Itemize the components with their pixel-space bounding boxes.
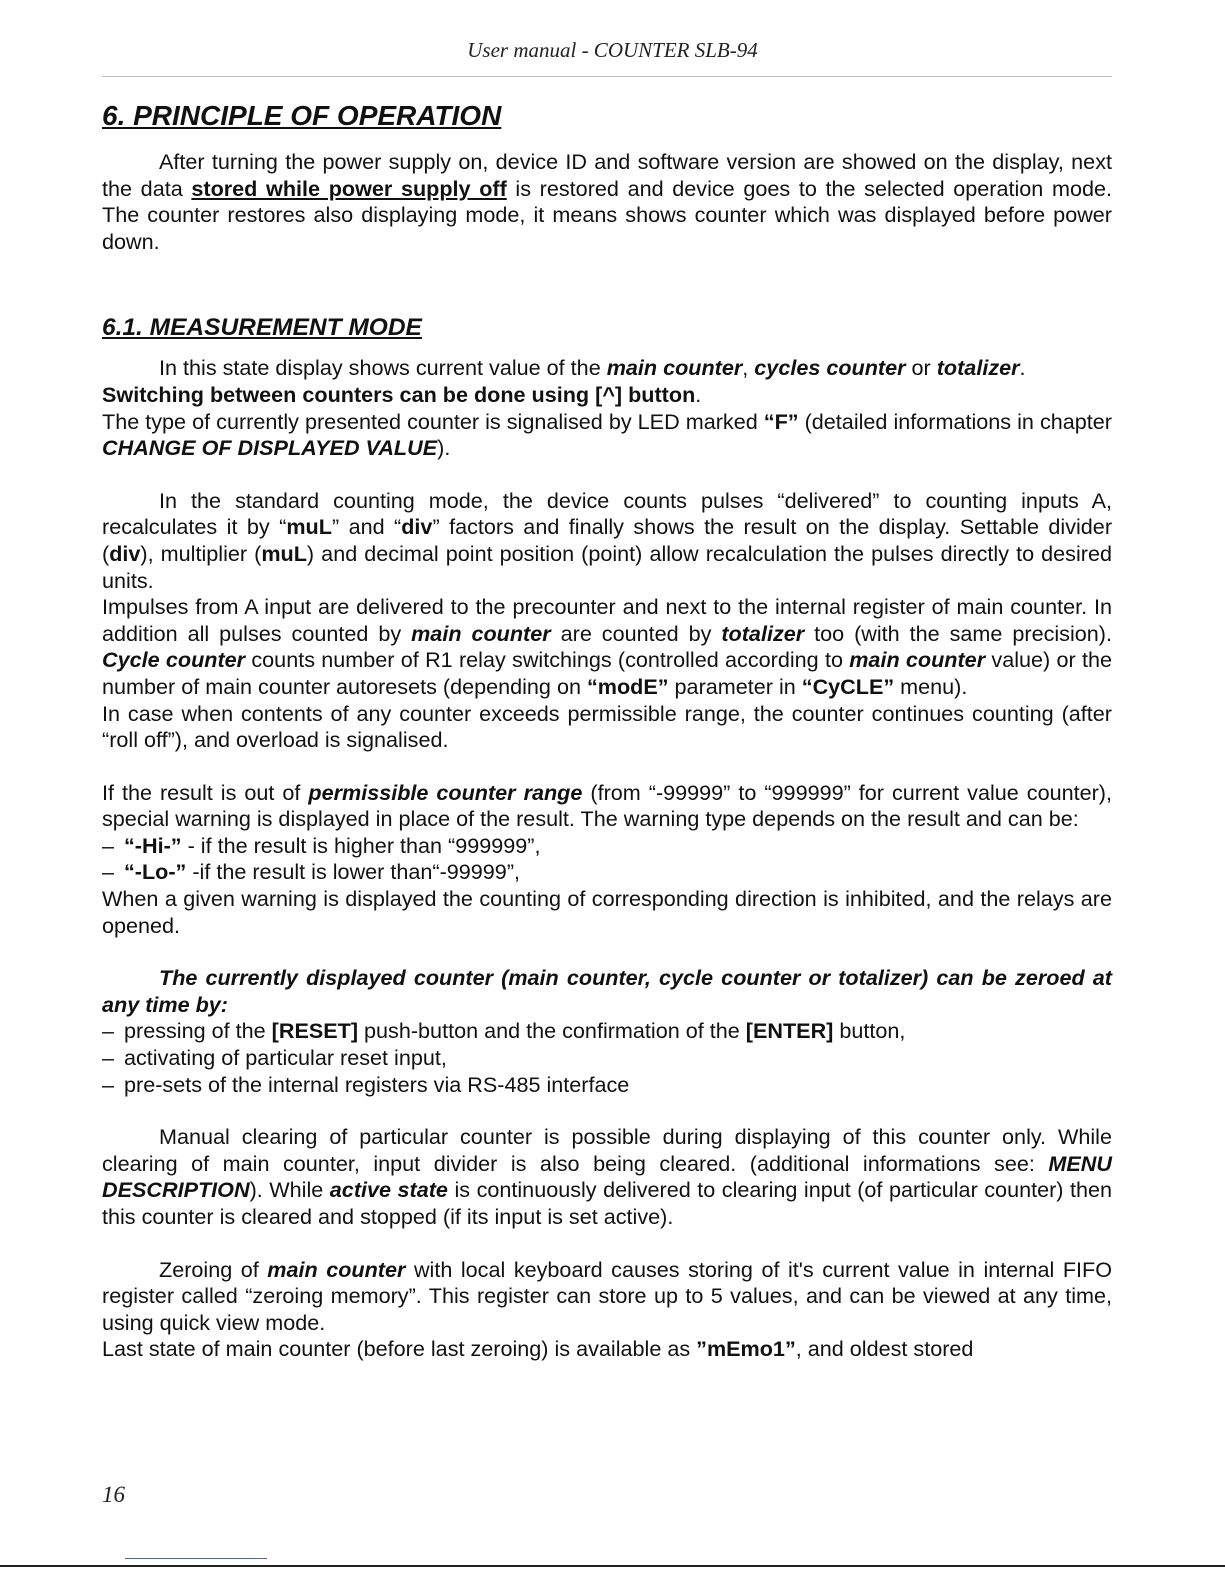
term-totalizer: totalizer [936, 355, 1020, 381]
text-run: , and oldest stored [795, 1336, 974, 1362]
text-run: In the standard counting mode, the device counts pulses “delivered” to counting inputs A, recalculates it by “ [102, 487, 1112, 540]
text-run: with local keyboard causes storing of it's current value in internal FIFO register called “zeroing memory”. This register can store up to 5 values, and can be viewed at any time, using quick view mode. [102, 1256, 1112, 1335]
led-label-f: “F” [763, 408, 799, 434]
term-main-counter: main counter [267, 1256, 406, 1282]
text-run: In this state display shows current value of the [159, 355, 607, 381]
spacer [102, 255, 1112, 311]
text-run: . [695, 381, 702, 407]
text-run: , [742, 355, 755, 381]
text-run: menu). [894, 673, 968, 699]
paragraph-display-state [102, 355, 1112, 382]
text-run: If the result is out of [102, 779, 309, 805]
text-run: Last state of main counter (before last zeroing) is available as [102, 1336, 697, 1362]
param-div: div [401, 514, 433, 540]
text-run: Zeroing of [159, 1256, 268, 1282]
term-main-counter: main counter [411, 620, 551, 646]
paragraph-last-state [102, 1336, 1112, 1363]
paragraph-standard-mode [102, 488, 1112, 594]
param-mode: “modE” [586, 673, 669, 699]
param-mul: muL [261, 540, 307, 566]
paragraph-led-signal [102, 409, 1112, 462]
list-item-reset-input [102, 1045, 1112, 1072]
term-active-state: active state [329, 1177, 448, 1203]
text-run: button, [833, 1018, 906, 1044]
text-run: After turning the power supply on, device ID and software version are showed on the display, next the data [102, 149, 1112, 201]
text-run: ). While [249, 1177, 330, 1203]
text-run: (detailed informations in chapter [798, 408, 1112, 434]
param-div: div [109, 540, 141, 566]
text-run: counts number of R1 relay switchings (controlled according to [245, 647, 850, 673]
footer-rule [0, 1565, 1225, 1567]
text-run: pre-sets of the internal registers via RS-485 interface [124, 1071, 630, 1097]
list-item-reset-button [102, 1018, 1112, 1045]
paragraph-switching [102, 382, 1112, 409]
paragraph-impulses [102, 594, 1112, 700]
list-item-rs485 [102, 1072, 1112, 1099]
text-run: push-button and the confirmation of the [358, 1018, 746, 1044]
term-cycle-counter: Cycle counter [102, 647, 246, 673]
text-run: Manual clearing of particular counter is possible during displaying of this counter only. While clearing of main counter, input divider is also being cleared. (additional informations see: [102, 1124, 1112, 1176]
text-run: -if the result is lower than“-99999”, [186, 859, 521, 885]
text-run: . [1019, 355, 1026, 381]
dash-marker: – [102, 859, 115, 885]
warning-lo: “-Lo-” [124, 859, 187, 885]
emphasis-stored-power-off: stored while power supply off [191, 175, 507, 201]
chapter-reference: MENU DESCRIPTION [102, 1150, 1112, 1203]
term-totalizer: totalizer [721, 620, 805, 646]
paragraph-manual-clearing [102, 1124, 1112, 1230]
term-cycles-counter: cycles counter [754, 355, 906, 381]
term-main-counter: main counter [849, 647, 986, 673]
text-run: ). [437, 435, 451, 461]
chapter-reference: CHANGE OF DISPLAYED VALUE [102, 435, 438, 461]
spacer [102, 1098, 1112, 1124]
text-run: is continuously delivered to clearing input (of particular counter) then this counter is cleared and stopped (if its input is set active). [102, 1177, 1113, 1229]
term-main-counter: main counter [606, 355, 743, 381]
paragraph-zeroing-intro: The currently displayed counter (main counter, cycle counter or totalizer) can be zeroed at any time by: [102, 965, 1112, 1017]
spacer [102, 462, 1112, 488]
spacer [102, 1231, 1112, 1257]
dash-marker: – [102, 1018, 115, 1044]
text-run: Impulses from A input are delivered to the precounter and next to the internal register of main counter. In addition all pulses counted by [102, 594, 1112, 646]
dash-marker: – [102, 832, 115, 858]
text-run: too (with the same precision). [804, 620, 1112, 646]
running-header: User manual - COUNTER SLB-94 [467, 38, 758, 62]
dash-marker: – [102, 1071, 115, 1097]
warning-hi: “-Hi-” [124, 832, 182, 858]
text-run: value) or the number of main counter autoresets (depending on [102, 647, 1112, 699]
text-run: - if the result is higher than “999999”, [181, 832, 541, 858]
key-enter: [ENTER] [745, 1018, 834, 1044]
section-title: 6. PRINCIPLE OF OPERATION [102, 100, 502, 131]
page-content [102, 96, 1112, 1363]
spacer [102, 754, 1112, 780]
text-run: ), multiplier ( [140, 540, 262, 566]
text-run: ) and decimal point position (point) allow recalculation the pulses directly to desired units. [102, 540, 1112, 593]
key-reset: [RESET] [271, 1018, 359, 1044]
text-run: ” factors and finally shows the result on the display. Settable divider ( [102, 514, 1113, 566]
page-number: 16 [102, 1482, 125, 1507]
list-item-hi-warning [102, 833, 1112, 860]
term-permissible-range: permissible counter range [308, 779, 583, 805]
menu-cycle: “CyCLE” [801, 673, 895, 699]
switching-note: Switching between counters can be done using [^] button [102, 381, 696, 407]
text-run: are counted by [550, 620, 722, 646]
footer-link-rule [125, 1558, 267, 1559]
subsection-title: 6.1. MEASUREMENT MODE [102, 314, 422, 342]
text-run: activating of particular reset input, [124, 1045, 447, 1071]
dash-marker: – [102, 1045, 115, 1071]
text-run: (from “-99999” to “999999” for current value counter), special warning is displayed in place of the result. The warning type depends on the result and can be: [102, 779, 1112, 832]
memo-label: ”mEmo1” [696, 1336, 796, 1362]
text-run: ” and “ [331, 514, 402, 540]
text-run: The type of currently presented counter is signalised by LED marked [102, 408, 764, 434]
text-run: is restored and device goes to the selected operation mode. The counter restores also displaying mode, it means shows counter which was displayed before power down. [102, 175, 1112, 254]
paragraph-out-of-range [102, 780, 1112, 833]
paragraph-warning-effect: When a given warning is displayed the counting of corresponding direction is inhibited, and the relays are opened. [102, 886, 1112, 938]
header-rule [102, 76, 1112, 77]
spacer [102, 939, 1112, 965]
text-run: or [905, 355, 937, 381]
paragraph-zeroing-memory [102, 1257, 1112, 1337]
paragraph-overload: In case when contents of any counter exceeds permissible range, the counter continues counting (after “roll off”), and overload is signalised. [102, 700, 1112, 753]
text-run: parameter in [668, 673, 802, 699]
list-item-lo-warning [102, 859, 1112, 886]
paragraph-power-on [102, 149, 1112, 255]
text-run: pressing of the [124, 1018, 272, 1044]
param-mul: muL [286, 514, 332, 540]
